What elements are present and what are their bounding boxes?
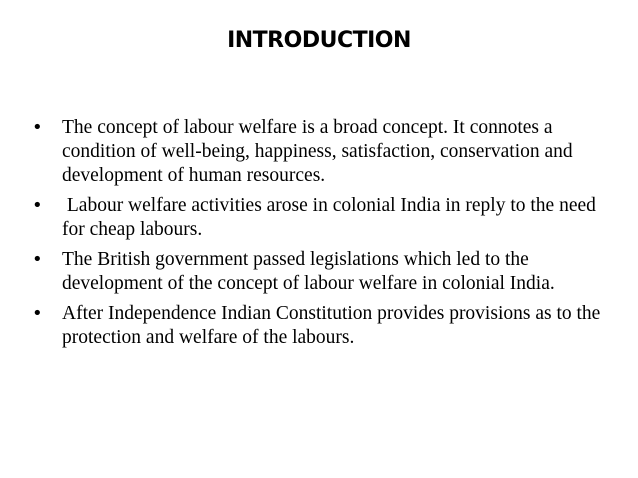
- bullet-item: [32, 194, 612, 242]
- bullet-text: After Independence Indian Constitution provides provisions as to the protection and welfare of the labours.: [62, 303, 601, 348]
- slide-title: INTRODUCTION: [227, 28, 411, 53]
- bullet-item: [32, 248, 612, 296]
- bullet-icon: •: [32, 249, 43, 270]
- bullet-list: [32, 116, 612, 356]
- bullet-icon: •: [32, 117, 43, 138]
- bullet-text: Labour welfare activities arose in colonial India in reply to the need for cheap labours.: [62, 195, 601, 240]
- bullet-text: The concept of labour welfare is a broad concept. It connotes a condition of well-being, happiness, satisfaction, conservation and development of human resources.: [62, 117, 573, 186]
- bullet-text: The British government passed legislations which led to the development of the concept of labour welfare in colonial India.: [62, 249, 555, 294]
- bullet-item: [32, 302, 612, 350]
- bullet-item: [32, 116, 612, 188]
- bullet-icon: •: [32, 195, 43, 216]
- bullet-icon: •: [32, 303, 43, 324]
